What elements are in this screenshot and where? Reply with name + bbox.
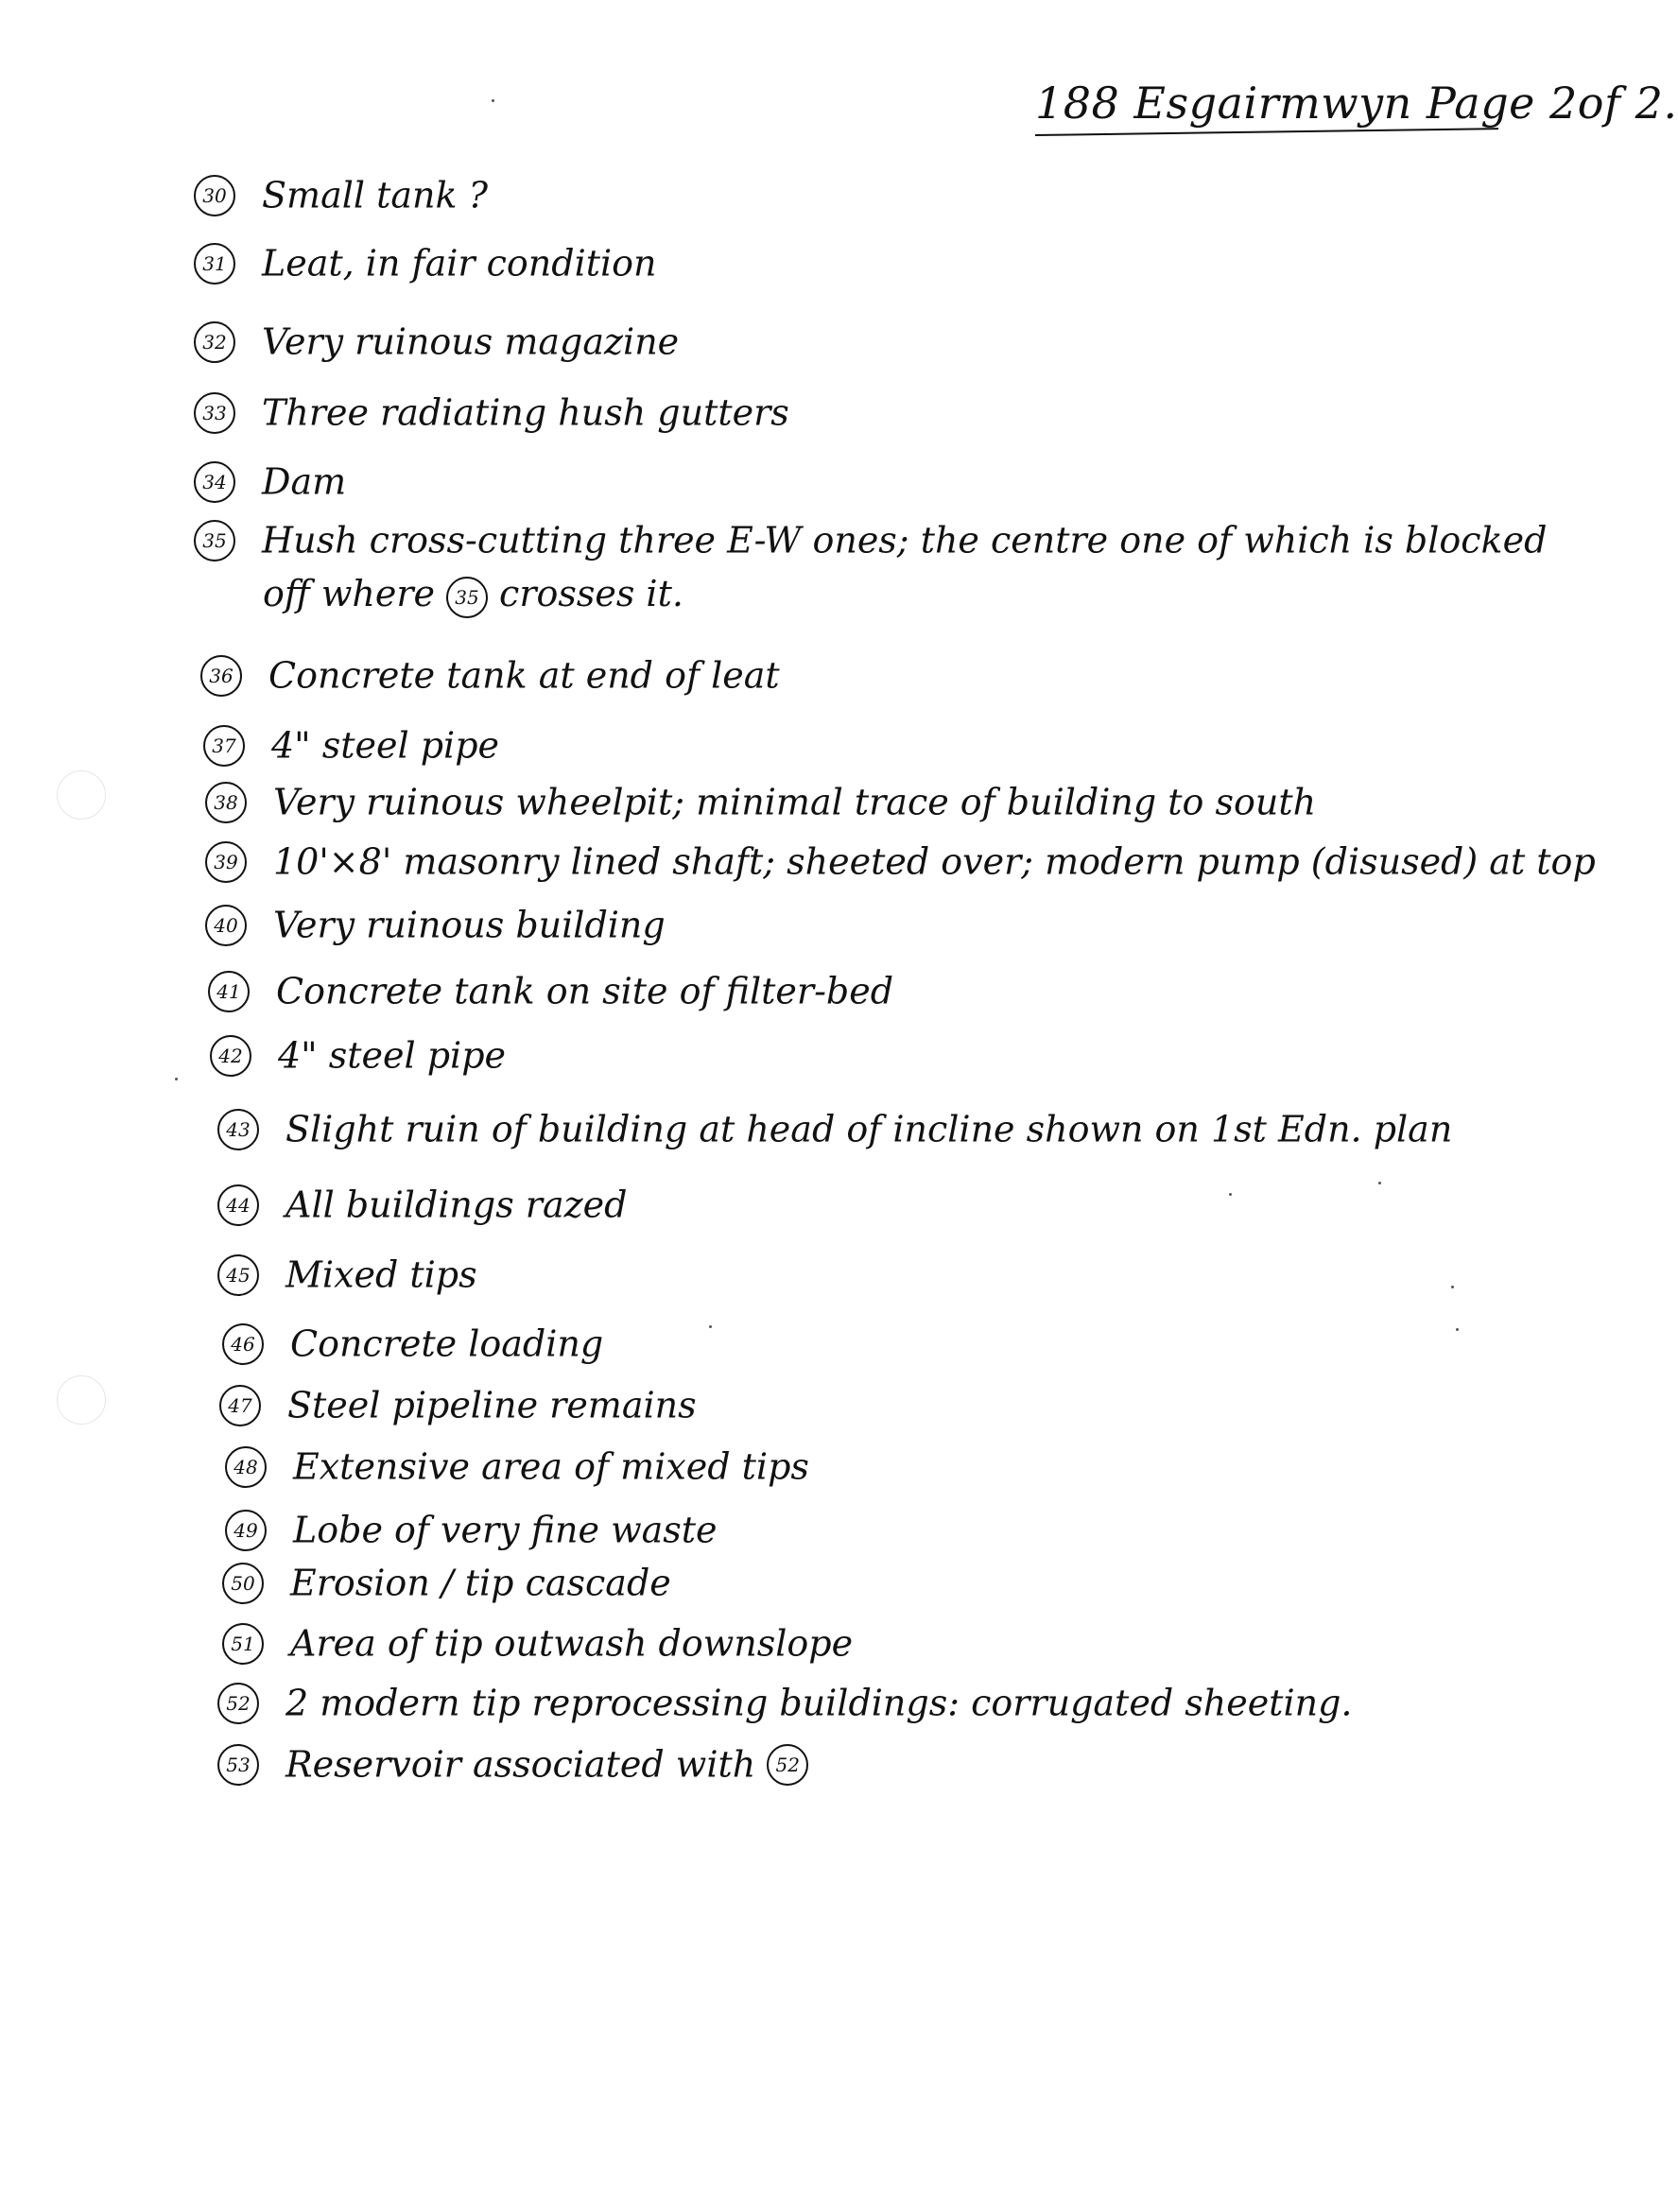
scan-speck: [1456, 1328, 1459, 1331]
item-text: 4" steel pipe: [271, 724, 500, 767]
item-text: Extensive area of mixed tips: [293, 1445, 809, 1488]
item-text: Hush cross-cutting three E-W ones; the centre one of which is blocked: [262, 519, 1548, 562]
list-item: [208, 966, 893, 1013]
item-text: 2 modern tip reprocessing buildings: corrugated sheeting.: [285, 1682, 1353, 1724]
page-header: 188 Esgairmwyn Page 2of 2.: [1035, 78, 1678, 129]
item-number: 43: [217, 1109, 259, 1150]
item-number: 52: [217, 1683, 259, 1724]
item-text: Small tank ?: [262, 174, 488, 216]
continuation-text: crosses it.: [499, 573, 683, 614]
item-number: 32: [194, 321, 235, 363]
item-number: 50: [222, 1563, 264, 1604]
item-text: Steel pipeline remains: [287, 1384, 697, 1426]
item-text: Concrete tank at end of leat: [268, 654, 780, 697]
list-item: [194, 388, 789, 435]
list-item: [225, 1442, 809, 1489]
list-item: [194, 515, 1547, 562]
list-item: [222, 1319, 603, 1366]
list-item: [217, 1739, 820, 1787]
item-text: Very ruinous building: [273, 904, 666, 946]
scan-speck: [1229, 1193, 1232, 1196]
scan-speck: [1378, 1182, 1381, 1184]
item-number: 42: [210, 1035, 251, 1077]
list-item: [200, 650, 780, 698]
item-text: Three radiating hush gutters: [262, 391, 789, 434]
list-item: [205, 900, 666, 947]
punch-hole-lower: [57, 1375, 106, 1425]
list-item: [210, 1030, 506, 1078]
item-number: 38: [205, 782, 247, 823]
item-text: Leat, in fair condition: [262, 242, 657, 285]
list-item: [222, 1558, 671, 1605]
item-number: 37: [203, 725, 245, 767]
item-reference: 35: [446, 577, 488, 618]
item-text: Concrete loading: [290, 1322, 604, 1365]
header-underline: [1035, 128, 1498, 136]
list-item: [217, 1250, 477, 1297]
list-item: [219, 1380, 697, 1427]
scan-speck: [1451, 1286, 1454, 1288]
list-item: [194, 457, 346, 504]
item-number: 41: [208, 971, 250, 1012]
scan-speck: [175, 1078, 178, 1080]
list-item: [194, 238, 657, 285]
item-text: Erosion / tip cascade: [290, 1562, 671, 1604]
item-number: 31: [194, 243, 235, 285]
scan-speck: [709, 1325, 712, 1328]
scan-speck: [492, 99, 494, 102]
item-number: 51: [222, 1623, 264, 1665]
item-text: Concrete tank on site of filter-bed: [276, 970, 894, 1012]
continuation-text: off where: [263, 573, 436, 614]
list-item: [222, 1618, 853, 1666]
item-text: Mixed tips: [285, 1253, 477, 1296]
item-number: 44: [217, 1184, 259, 1226]
list-item: [217, 1180, 627, 1227]
item-text: 4" steel pipe: [278, 1034, 507, 1077]
item-text: Area of tip outwash downslope: [290, 1622, 854, 1665]
item-number: 36: [200, 655, 242, 697]
item-text: All buildings razed: [285, 1184, 628, 1226]
item-text: Dam: [262, 460, 347, 503]
item-number: 49: [225, 1510, 267, 1551]
item-number: 34: [194, 461, 235, 503]
item-number: 45: [217, 1254, 259, 1296]
punch-hole-upper: [57, 770, 106, 820]
item-reference: 52: [767, 1744, 808, 1786]
item-number: 39: [205, 841, 247, 883]
list-item: [225, 1505, 718, 1552]
list-item: [205, 837, 1596, 884]
item-number: 47: [219, 1385, 261, 1426]
item-number: 33: [194, 392, 235, 434]
item-number: 46: [222, 1323, 264, 1365]
list-item: [203, 720, 499, 768]
list-item-continuation: [263, 572, 683, 618]
item-number: 48: [225, 1446, 267, 1488]
list-item: [205, 777, 1316, 824]
item-number: 40: [205, 905, 247, 946]
item-text: Very ruinous wheelpit; minimal trace of building to south: [273, 781, 1317, 823]
item-number: 30: [194, 175, 235, 216]
item-text: Lobe of very fine waste: [293, 1509, 718, 1551]
list-item: [194, 170, 488, 217]
item-text: Reservoir associated with: [285, 1743, 756, 1786]
item-text: 10'×8' masonry lined shaft; sheeted over; modern pump (disused) at top: [273, 840, 1596, 883]
item-number: 35: [194, 520, 235, 562]
list-item: [217, 1104, 1452, 1151]
item-text: Very ruinous magazine: [262, 320, 680, 363]
list-item: [194, 317, 679, 364]
item-number: 53: [217, 1744, 259, 1786]
list-item: [217, 1678, 1352, 1725]
item-text: Slight ruin of building at head of incline shown on 1st Edn. plan: [285, 1108, 1453, 1150]
